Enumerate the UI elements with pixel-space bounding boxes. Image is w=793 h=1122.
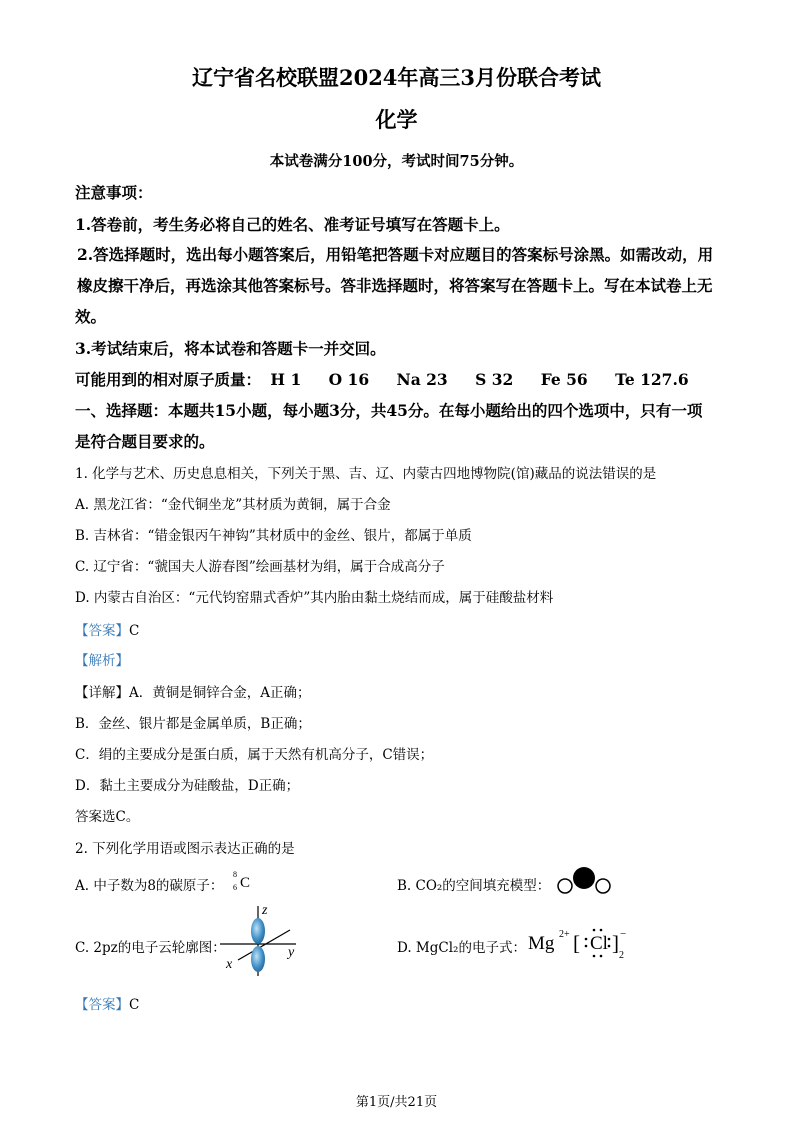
q2-answer-value: C [129,997,140,1013]
q1-stem: 1. 化学与艺术、历史息息相关，下列关于黑、吉、辽、内蒙古四地博物院(馆)藏品的说法错误的是 [75,466,657,482]
oxygen-atom-right [596,879,610,893]
q1-detail-d: D．黏土主要成分为硅酸盐，D正确； [75,778,300,794]
q2-answer-tag: 【答案】 [75,997,129,1013]
q1-conclusion: 答案选C。 [75,809,140,825]
q2-option-c [75,936,226,956]
nuclide-element: C [240,875,251,891]
atomic-masses [75,368,711,390]
nuclide-mass-number: 8 [233,870,237,879]
orbital-diagram-icon [218,900,303,978]
electron-dot [585,938,588,941]
atom-mass-s: S 32 [475,370,514,389]
subject-title: 化学 [375,107,418,132]
atom-mass-na: Na 23 [396,370,448,389]
electron-formula [526,922,634,962]
y-axis-label: y [288,945,295,960]
electron-dot [593,955,596,958]
q1-analysis-tag: 【解析】 [75,653,129,669]
atomic-masses-label: 可能用到的相对原子质量： [75,370,262,389]
q2-option-a-text: A. 中子数为8的碳原子： [75,878,224,894]
electron-dot [600,955,603,958]
electron-dot [608,945,611,948]
exam-info: 本试卷满分100分，考试时间75分钟。 [269,153,524,170]
cl-symbol: Cl [590,933,608,954]
atom-mass-te: Te 127.6 [615,370,689,389]
carbon-atom [573,867,595,889]
atom-mass-fe: Fe 56 [540,370,588,389]
q1-option-d: D. 内蒙古自治区：“元代钧窑鼎式香炉”其内胎由黏土烧结而成，属于硅酸盐材料 [75,590,554,606]
q2-answer [75,993,139,1013]
section-heading-line-1: 一、选择题：本题共15小题，每小题3分，共45分。在每小题给出的四个选项中，只有一项 [75,401,703,420]
orbital-lobe-bottom [251,946,265,972]
q1-detail-c: C．绢的主要成分是蛋白质，属于天然有机高分子，C错误； [75,747,434,763]
electron-dot [600,929,603,932]
q1-answer [75,619,139,639]
q2-option-b-text: B. CO₂的空间填充模型： [397,878,551,894]
exam-title: 辽宁省名校联盟2024年高三3月份联合考试 [191,65,602,90]
q2-option-b [397,874,550,894]
co2-model-icon [553,864,615,896]
q2-option-d-text: D. MgCl₂的电子式： [397,940,526,956]
q1-detail-a-text: A．黄铜是铜锌合金，A正确； [129,685,311,701]
q1-detail-b: B．金丝、银片都是金属单质，B正确； [75,716,311,732]
note-2-line-2: 橡皮擦干净后，再选涂其他答案标号。答非选择题时，将答案写在答题卡上。写在本试卷上无 [77,276,713,295]
z-axis-label: z [262,903,268,918]
note-2-line-1: 2.答选择题时，选出每小题答案后，用铅笔把答题卡对应题目的答案标号涂黑。如需改动，用 [77,245,714,264]
note-2-line-3: 效。 [75,307,107,326]
atom-mass-o: O 16 [328,370,370,389]
q1-option-b: B. 吉林省：“错金银丙午神钩”其材质中的金丝、银片，都属于单质 [75,528,472,544]
q1-detail-a [75,681,311,701]
q2-option-c-text: C. 2pz的电子云轮廓图： [75,940,226,956]
notes-heading: 注意事项： [75,183,153,202]
q2-option-a [75,874,223,894]
page-footer: 第1页/共21页 [355,1095,438,1110]
q1-answer-value: C [129,623,140,639]
q2-stem: 2. 下列化学用语或图示表达正确的是 [75,841,295,857]
bracket-right: ] [612,931,619,955]
q1-option-c: C. 辽宁省：“虢国夫人游春图”绘画基材为绢，属于合成高分子 [75,559,445,575]
note-1: 1.答卷前，考生务必将自己的姓名、准考证号填写在答题卡上。 [75,215,510,234]
q1-detail-tag: 【详解】 [75,685,129,701]
q2-option-d [397,936,526,956]
cl-subscript: 2 [619,950,624,961]
note-3: 3.考试结束后，将本试卷和答题卡一并交回。 [75,339,386,358]
section-heading-line-2: 是符合题目要求的。 [75,432,215,451]
orbital-lobe-top [251,918,265,944]
nuclide-symbol [231,869,257,893]
mg-charge: 2+ [559,929,570,940]
electron-dot [585,945,588,948]
q1-option-a: A. 黑龙江省：“金代铜坐龙”其材质为黄铜，属于合金 [75,497,391,513]
mg-symbol: Mg [528,933,555,954]
q1-answer-tag: 【答案】 [75,623,129,639]
oxygen-atom-left [558,879,572,893]
electron-dot [593,929,596,932]
nuclide-atomic-number: 6 [233,883,237,892]
electron-dot [608,938,611,941]
bracket-left: [ [573,931,580,955]
cl-charge: − [620,928,627,940]
atom-mass-h: H 1 [270,370,302,389]
x-axis-label: x [226,957,233,972]
